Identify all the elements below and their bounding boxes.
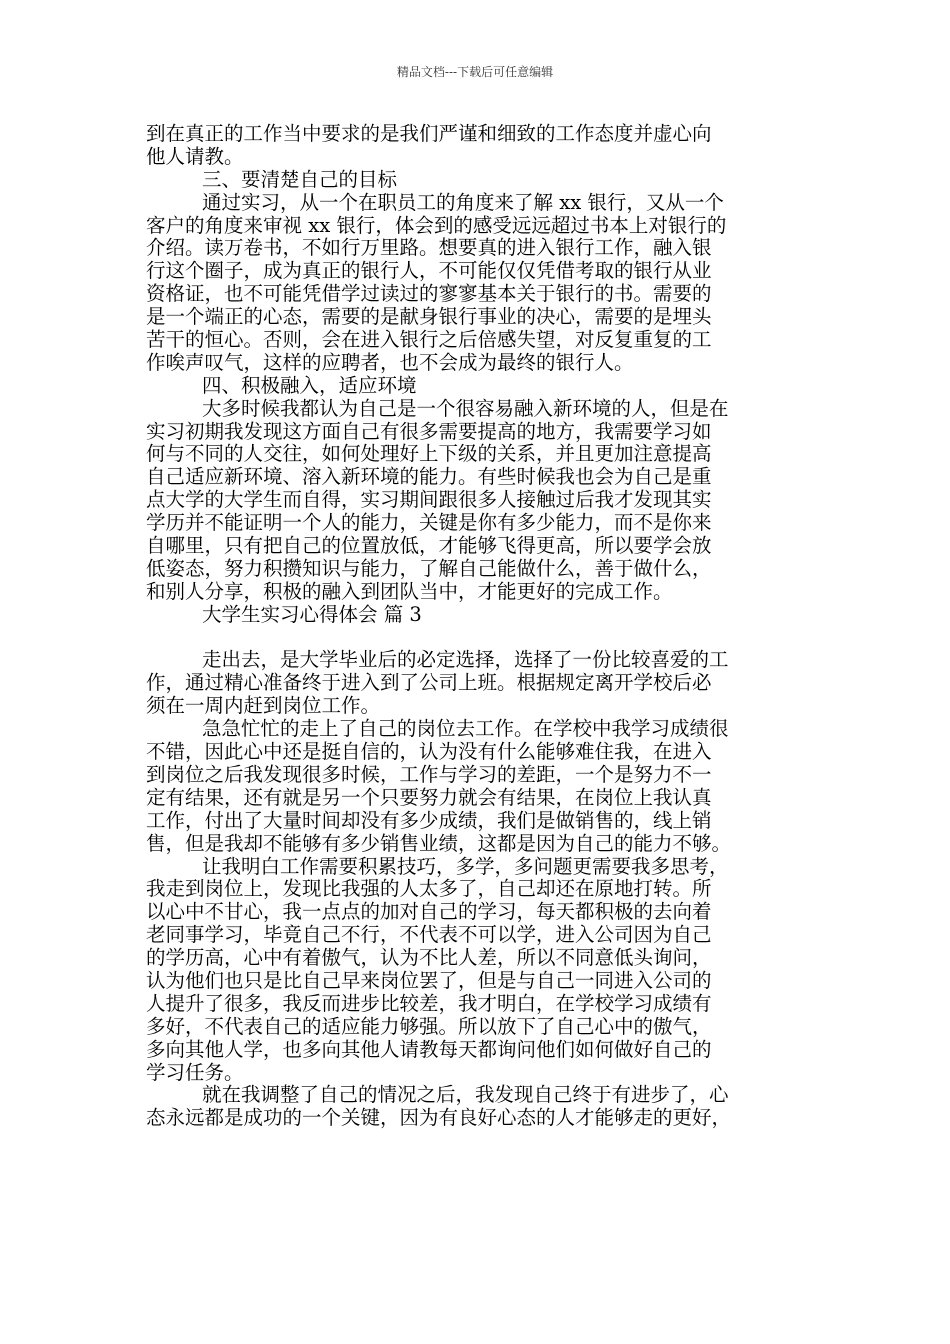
text-line: 学习任务。 — [146, 1060, 244, 1084]
text-line: 资格证，也不可能凭借学过读过的寥寥基本关于银行的书。需要的 — [146, 282, 712, 306]
text-line: 到岗位之后我发现很多时候，工作与学习的差距，一个是努力不一 — [146, 762, 712, 786]
text-line — [146, 627, 826, 650]
text-line: 四、积极融入，适应环境 — [202, 373, 417, 397]
text-line: 售，但是我却不能够有多少销售业绩，这都是因为自己的能力不够。 — [146, 831, 732, 855]
text-line: 以心中不甘心，我一点点的加对自己的学习，每天都积极的去向着 — [146, 900, 712, 924]
text-line: 定有结果，还有就是另一个只要努力就会有结果，在岗位上我认真 — [146, 785, 712, 809]
text-line: 工作，付出了大量时间却没有多少成绩，我们是做销售的，线上销 — [146, 808, 712, 832]
text-line: 学历并不能证明一个人的能力，关键是你有多少能力，而不是你来 — [146, 511, 712, 535]
text-line: 自己适应新环境、溶入新环境的能力。有些时候我也会为自己是重 — [146, 465, 712, 489]
text-line: 三、要清楚自己的目标 — [202, 167, 398, 191]
text-line: 通过实习，从一个在职员工的角度来了解 xx 银行，又从一个 — [202, 190, 724, 214]
text-line: 苦干的恒心。否则，会在进入银行之后倍感失望，对反复重复的工 — [146, 328, 712, 352]
text-line: 就在我调整了自己的情况之后，我发现自己终于有进步了，心 — [202, 1083, 729, 1107]
text-line: 多向其他人学，也多向其他人请教每天都询问他们如何做好自己的 — [146, 1037, 712, 1061]
text-line: 何与不同的人交往，如何处理好上下级的关系，并且更加注意提高 — [146, 442, 712, 466]
text-line: 须在一周内赶到岗位工作。 — [146, 694, 381, 718]
text-line: 实习初期我发现这方面自己有很多需要提高的地方，我需要学习如 — [146, 419, 712, 443]
text-line: 急急忙忙的走上了自己的岗位去工作。在学校中我学习成绩很 — [202, 717, 729, 741]
text-line: 点大学的大学生而自得，实习期间跟很多人接触过后我才发现其实 — [146, 488, 712, 512]
text-line: 老同事学习，毕竟自己不行，不代表不可以学，进入公司因为自己 — [146, 923, 712, 947]
text-line: 我走到岗位上，发现比我强的人太多了，自己却还在原地打转。所 — [146, 877, 712, 901]
page-header: 精品文档---下载后可任意编辑 — [396, 65, 554, 79]
text-line: 客户的角度来审视 xx 银行，体会到的感受远远超过书本上对银行的 — [146, 213, 727, 237]
document-body — [146, 123, 826, 1130]
text-line: 是一个端正的心态，需要的是献身银行事业的决心，需要的是埋头 — [146, 305, 712, 329]
text-line: 作唉声叹气，这样的应聘者，也不会成为最终的银行人。 — [146, 350, 634, 374]
text-line: 人提升了很多，我反而进步比较差，我才明白，在学校学习成绩有 — [146, 991, 712, 1015]
text-line: 的学历高，心中有着傲气，认为不比人差，所以不同意低头询问， — [146, 946, 712, 970]
text-line: 让我明白工作需要积累技巧，多学，多问题更需要我多思考， — [202, 854, 729, 878]
text-line: 和别人分享，积极的融入到团队当中，才能更好的完成工作。 — [146, 579, 673, 603]
text-line: 大多时候我都认为自己是一个很容易融入新环境的人，但是在 — [202, 396, 729, 420]
text-line: 作，通过精心准备终于进入到了公司上班。根据规定离开学校后必 — [146, 671, 712, 695]
text-line: 多好，不代表自己的适应能力够强。所以放下了自己心中的傲气， — [146, 1014, 712, 1038]
text-line: 介绍。读万卷书，不如行万里路。想要真的进入银行工作，融入银 — [146, 236, 712, 260]
text-line: 低姿态，努力积攒知识与能力，了解自己能做什么，善于做什么， — [146, 556, 712, 580]
text-line: 走出去，是大学毕业后的必定选择，选择了一份比较喜爱的工 — [202, 648, 729, 672]
text-line: 到在真正的工作当中要求的是我们严谨和细致的工作态度并虚心向 — [146, 122, 712, 145]
text-line: 行这个圈子，成为真正的银行人，不可能仅仅凭借考取的银行从业 — [146, 259, 712, 283]
text-line: 认为他们也只是比自己早来岗位罢了，但是与自己一同进入公司的 — [146, 968, 712, 992]
text-line: 他人请教。 — [146, 144, 244, 168]
text-line: 态永远都是成功的一个关键，因为有良好心态的人才能够走的更好， — [146, 1106, 732, 1130]
text-line: 不错，因此心中还是挺自信的，认为没有什么能够难住我，在进入 — [146, 740, 712, 764]
text-line: 自哪里，只有把自己的位置放低，才能够飞得更高，所以要学会放 — [146, 534, 712, 558]
text-line: 大学生实习心得体会 篇 3 — [202, 602, 422, 626]
